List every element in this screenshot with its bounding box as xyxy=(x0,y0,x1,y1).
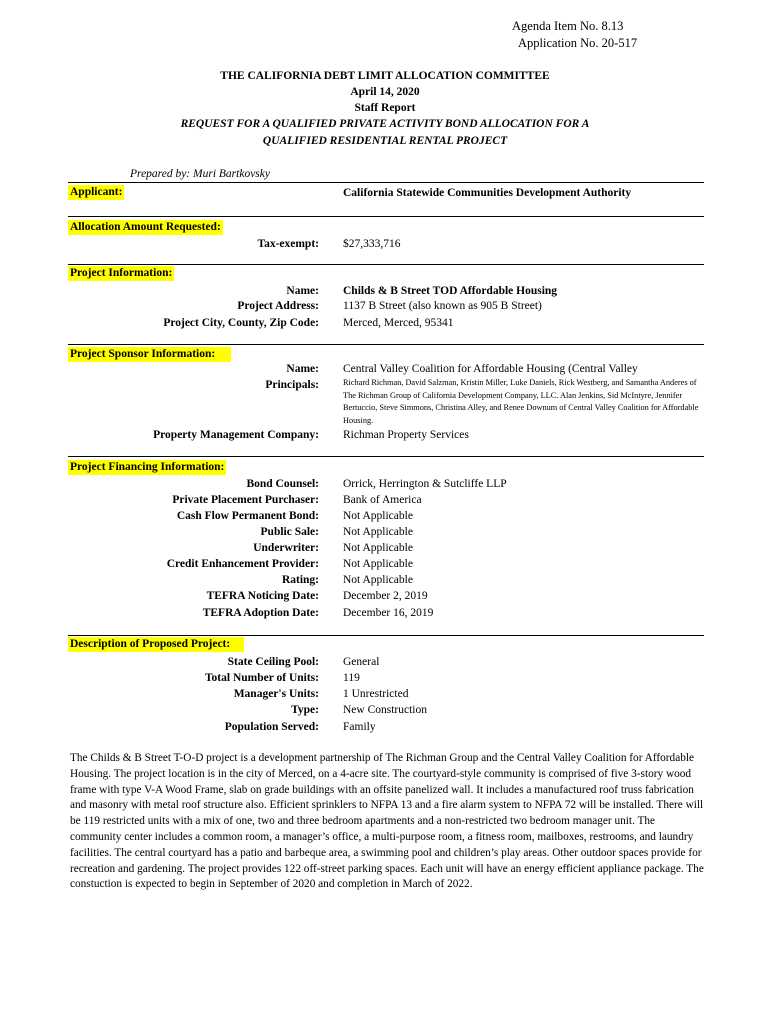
cash-flow-bond-label: Cash Flow Permanent Bond: xyxy=(176,510,319,522)
rating-value: Not Applicable xyxy=(343,574,413,586)
bond-counsel-value: Orrick, Herrington & Sutcliffe LLP xyxy=(343,478,507,490)
private-placement-value: Bank of America xyxy=(343,494,422,506)
total-units-value: 119 xyxy=(343,672,360,684)
bond-counsel-label: Bond Counsel: xyxy=(246,478,319,490)
sponsor-name-value: Central Valley Coalition for Affordable Housing (Central Valley xyxy=(343,363,638,375)
credit-enhancement-value: Not Applicable xyxy=(343,558,413,570)
property-management-label: Property Management Company: xyxy=(153,429,319,441)
application-number: Application No. 20-517 xyxy=(518,36,638,50)
tax-exempt-value: $27,333,716 xyxy=(343,238,401,250)
cash-flow-bond-value: Not Applicable xyxy=(343,510,413,522)
request-title-line2: QUALIFIED RESIDENTIAL RENTAL PROJECT xyxy=(262,135,508,147)
private-placement-label: Private Placement Purchaser: xyxy=(172,494,319,506)
population-served-label: Population Served: xyxy=(224,721,319,733)
state-ceiling-pool-label: State Ceiling Pool: xyxy=(227,656,319,668)
section-divider xyxy=(68,182,704,183)
prepared-by: Prepared by: Muri Bartkovsky xyxy=(130,168,270,180)
property-management-value: Richman Property Services xyxy=(343,429,469,441)
state-ceiling-pool-value: General xyxy=(343,656,380,668)
type-value: New Construction xyxy=(343,704,428,716)
request-title-line1: REQUEST FOR A QUALIFIED PRIVATE ACTIVITY BOND ALLOCATION FOR A xyxy=(180,118,590,130)
principals-value: Richard Richman, David Salzman, Kristin Miller, Luke Daniels, Rick Westberg, and Samantha Anderes of The Richman Group of California Development Company, LLC. Alan Jenkins, Sid McIntyre, Jennifer Bertuccio, Steve Simmons, Christina Alley, and Renee Downum of Central Valley Coalition for Affordable Housing. xyxy=(343,378,699,425)
project-info-section-label: Project Information: xyxy=(70,267,173,279)
applicant-label: Applicant: xyxy=(70,186,123,198)
project-description-paragraph: The Childs & B Street T-O-D project is a development partnership of The Richman Group and the Central Valley Coalition for Affordable Housing. The project location is in the city of Merced, on a 4-acre site. The courtyard-style community is comprised of five 3-story wood frame with type V-A Wood Frame, slab on grade buildings with an offsite panelized wall. It includes a manufactured roof truss fabrication and masonry with metal roof structure also. Efficient sprinklers to NFPA 13 and a fire alarm system to NFPA 72 will be installed. There will be 119 restricted units with a mix of one, two and three bedroom apartments and a non-restricted two bedroom manager unit. The community center includes a common room, a manager’s office, a multi-purpose room, a fitness room, mailboxes, restrooms, and laundry facilities. The central courtyard has a patio and barbeque area, a swimming pool and children’s play areas. Other outdoor spaces provide for recreation and gardening. The project provides 122 off-street parking spaces. Each unit will have an energy efficient appliance package. The constuction is expected to begin in September of 2020 and completion in March of 2022. xyxy=(70,752,704,891)
description-section-label: Description of Proposed Project: xyxy=(68,637,244,652)
sponsor-info-section-label: Project Sponsor Information: xyxy=(68,347,231,362)
committee-title: THE CALIFORNIA DEBT LIMIT ALLOCATION COMMITTEE xyxy=(220,70,550,82)
project-address-value: 1137 B Street (also known as 905 B Street) xyxy=(343,300,542,312)
project-address-label: Project Address: xyxy=(237,300,319,312)
section-divider xyxy=(68,344,704,345)
underwriter-value: Not Applicable xyxy=(343,542,413,554)
financing-section-label: Project Financing Information: xyxy=(70,461,225,473)
underwriter-label: Underwriter: xyxy=(253,542,319,554)
population-served-value: Family xyxy=(343,721,376,733)
section-divider xyxy=(68,216,704,217)
project-name-value: Childs & B Street TOD Affordable Housing xyxy=(343,285,558,297)
section-divider xyxy=(68,456,704,457)
allocation-section-label: Allocation Amount Requested: xyxy=(70,221,221,233)
rating-label: Rating: xyxy=(281,574,319,586)
project-name-label: Name: xyxy=(286,285,319,297)
sponsor-name-label: Name: xyxy=(286,363,319,375)
public-sale-value: Not Applicable xyxy=(343,526,413,538)
tefra-adoption-value: December 16, 2019 xyxy=(343,607,434,619)
total-units-label: Total Number of Units: xyxy=(204,672,319,684)
tefra-noticing-value: December 2, 2019 xyxy=(343,590,428,602)
section-divider xyxy=(68,264,704,265)
credit-enhancement-label: Credit Enhancement Provider: xyxy=(166,558,319,570)
report-date: April 14, 2020 xyxy=(350,86,420,98)
applicant-value: California Statewide Communities Development Authority xyxy=(343,187,632,199)
tefra-noticing-label: TEFRA Noticing Date: xyxy=(206,590,319,602)
managers-units-label: Manager's Units: xyxy=(233,688,319,700)
section-divider xyxy=(68,635,704,636)
public-sale-label: Public Sale: xyxy=(260,526,319,538)
report-type: Staff Report xyxy=(354,102,416,114)
project-city-label: Project City, County, Zip Code: xyxy=(163,317,319,329)
type-label: Type: xyxy=(291,704,319,716)
tax-exempt-label: Tax-exempt: xyxy=(257,238,319,250)
tefra-adoption-label: TEFRA Adoption Date: xyxy=(202,607,319,619)
principals-label: Principals: xyxy=(265,379,319,391)
agenda-item-number: Agenda Item No. 8.13 xyxy=(512,19,624,33)
managers-units-value: 1 Unrestricted xyxy=(343,688,409,700)
project-city-value: Merced, Merced, 95341 xyxy=(343,317,454,329)
